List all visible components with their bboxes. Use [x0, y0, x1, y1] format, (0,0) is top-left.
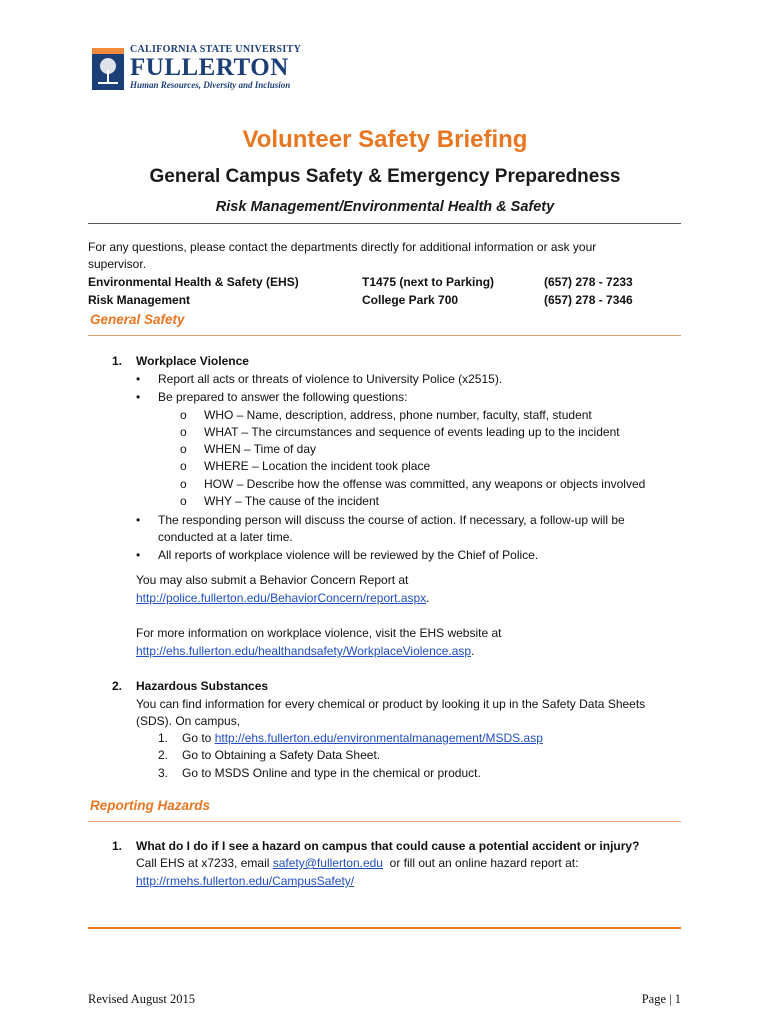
- hazard-question: What do I do if I see a hazard on campus that could cause a potential accident or injury?: [136, 839, 640, 853]
- contact-name-risk: Risk Management: [88, 293, 191, 307]
- bullet-icon: •: [136, 513, 141, 527]
- section-heading-reporting-hazards: Reporting Hazards: [90, 798, 211, 813]
- section-divider: [88, 821, 681, 822]
- page-title: Volunteer Safety Briefing: [242, 126, 528, 153]
- safety-email-link[interactable]: safety@fullerton.edu: [272, 856, 383, 870]
- list-number: 1.: [112, 839, 123, 853]
- hazard-call-text: Call EHS at x7233, email: [136, 856, 273, 870]
- sub-bullet-icon: o: [180, 408, 187, 422]
- question-item: WHAT – The circumstances and sequence of events leading up to the incident: [204, 425, 620, 439]
- behavior-report-link[interactable]: http://police.fullerton.edu/BehaviorConcern/report.aspx: [136, 591, 427, 605]
- question-item: WHY – The cause of the incident: [204, 494, 379, 508]
- contact-location-risk: College Park 700: [362, 293, 459, 307]
- bullet-icon: •: [136, 372, 141, 386]
- question-item: HOW – Describe how the offense was committed, any weapons or objects involved: [204, 477, 646, 491]
- bullet-text: Report all acts or threats of violence to University Police (x2515).: [158, 372, 503, 386]
- bullet-icon: •: [136, 548, 141, 562]
- logo-department: Human Resources, Diversity and Inclusion: [130, 80, 291, 90]
- bullet-text: The responding person will discuss the course of action. If necessary, a follow-up will be: [158, 513, 625, 527]
- contact-name-ehs: Environmental Health & Safety (EHS): [88, 275, 299, 289]
- item-title-hazardous-substances: Hazardous Substances: [136, 679, 269, 693]
- sub-bullet-icon: o: [180, 425, 187, 439]
- hazard-report-text: or fill out an online hazard report at:: [382, 856, 579, 870]
- footer-divider: [88, 927, 681, 929]
- university-logo: [92, 44, 332, 94]
- behavior-report-text: You may also submit a Behavior Concern Report at: [136, 573, 409, 587]
- intro-line-2: supervisor.: [88, 257, 147, 271]
- workplace-violence-info-text: For more information on workplace violence, visit the EHS website at: [136, 626, 502, 640]
- item-title-workplace-violence: Workplace Violence: [136, 354, 249, 368]
- list-number: 1.: [112, 354, 123, 368]
- sub-bullet-icon: o: [180, 477, 187, 491]
- university-seal-icon: [92, 48, 124, 90]
- section-divider: [88, 335, 681, 336]
- step-number: 1.: [158, 731, 169, 745]
- campus-safety-link[interactable]: http://rmehs.fullerton.edu/CampusSafety/: [136, 874, 355, 888]
- step-number: 2.: [158, 748, 169, 762]
- bullet-text: Be prepared to answer the following questions:: [158, 390, 408, 404]
- msds-link[interactable]: http://ehs.fullerton.edu/environmentalmanagement/MSDS.asp: [214, 731, 543, 745]
- sub-bullet-icon: o: [180, 442, 187, 456]
- sub-bullet-icon: o: [180, 459, 187, 473]
- step-text: Go to: [182, 731, 215, 745]
- department-title: Risk Management/Environmental Health & Safety: [215, 199, 555, 215]
- sub-bullet-icon: o: [180, 494, 187, 508]
- hazardous-text-continued: (SDS). On campus,: [136, 714, 241, 728]
- footer-revised-date: Revised August 2015: [88, 992, 195, 1006]
- contact-phone-ehs: (657) 278 - 7233: [544, 275, 633, 289]
- header-divider: [88, 223, 681, 224]
- page-subtitle: General Campus Safety & Emergency Preparedness: [149, 166, 621, 187]
- document-page: CALIFORNIA STATE UNIVERSITY FULLERTON Human Resources, Diversity and Inclusion Volunteer Safety Briefing General Campus Safety & Emergency Preparedness Risk Management/Environmental Health & Safety For any questions, please contact the departments directly for additional information or ask your supervisor. Environmental Health & Safety (EHS) T1475 (next to Parking) (657) 278 - 7233 Risk Management College Park 700 (657) 278 - 7346 General Safety 1. Workplace Violence • Report all acts or threats of violence to University Police (x2515). • Be prepared to answer the following questions: o WHO – Name, description, address, phone number, faculty, staff, student o WHAT – The circumstances and sequence of events leading up to the incident o WHEN – Time of day o WHERE – Location the incident took place o HOW – Describe how the offense was committed, any weapons or objects involved o WHY – The cause of the incident • The responding person will discuss the course of action. If necessary, a follow-up will be conducted at a later time. • All reports of workplace violence will be reviewed by the Chief of Police. You may also submit a Behavior Concern Report at http://police.fullerton.edu/BehaviorConcern/report.aspx. For more information on workplace violence, visit the EHS website at http://ehs.fullerton.edu/healthandsafety/WorkplaceViolence.asp. 2. Hazardous Substances You can find information for every chemical or product by looking it up in the Safety Data Sheets (SDS). On campus, 1. Go to http://ehs.fullerton.edu/environmentalmanagement/MSDS.asp 2. Go to Obtaining a Safety Data Sheet. 3. Go to MSDS Online and type in the chemical or product. Reporting Hazards 1. What do I do if I see a hazard on campus that could cause a potential accident or injury? Call EHS at x7233, email safety@fullerton.edu or fill out an online hazard report at: http://rmehs.fullerton.edu/CampusSafety/ Revised August 2015 Page | 1: [0, 0, 770, 1024]
- hazardous-text: You can find information for every chemical or product by looking it up in the Safety Data Sheets: [136, 697, 646, 711]
- intro-line-1: For any questions, please contact the departments directly for additional information or ask your: [88, 240, 597, 254]
- question-item: WHO – Name, description, address, phone number, faculty, staff, student: [204, 408, 592, 422]
- bullet-text-continued: conducted at a later time.: [158, 530, 293, 544]
- bullet-text: All reports of workplace violence will be reviewed by the Chief of Police.: [158, 548, 539, 562]
- contact-location-ehs: T1475 (next to Parking): [362, 275, 495, 289]
- step-number: 3.: [158, 766, 169, 780]
- question-item: WHEN – Time of day: [204, 442, 317, 456]
- logo-university-line: CALIFORNIA STATE UNIVERSITY: [130, 44, 302, 55]
- list-number: 2.: [112, 679, 123, 693]
- question-item: WHERE – Location the incident took place: [204, 459, 431, 473]
- bullet-icon: •: [136, 390, 141, 404]
- section-heading-general-safety: General Safety: [90, 312, 185, 327]
- contact-phone-risk: (657) 278 - 7346: [544, 293, 633, 307]
- workplace-violence-link[interactable]: http://ehs.fullerton.edu/healthandsafety/WorkplaceViolence.asp: [136, 644, 472, 658]
- logo-name: FULLERTON: [130, 54, 289, 81]
- footer-page-number: Page | 1: [641, 992, 681, 1006]
- step-text: Go to Obtaining a Safety Data Sheet.: [182, 748, 381, 762]
- step-text: Go to MSDS Online and type in the chemical or product.: [182, 766, 481, 780]
